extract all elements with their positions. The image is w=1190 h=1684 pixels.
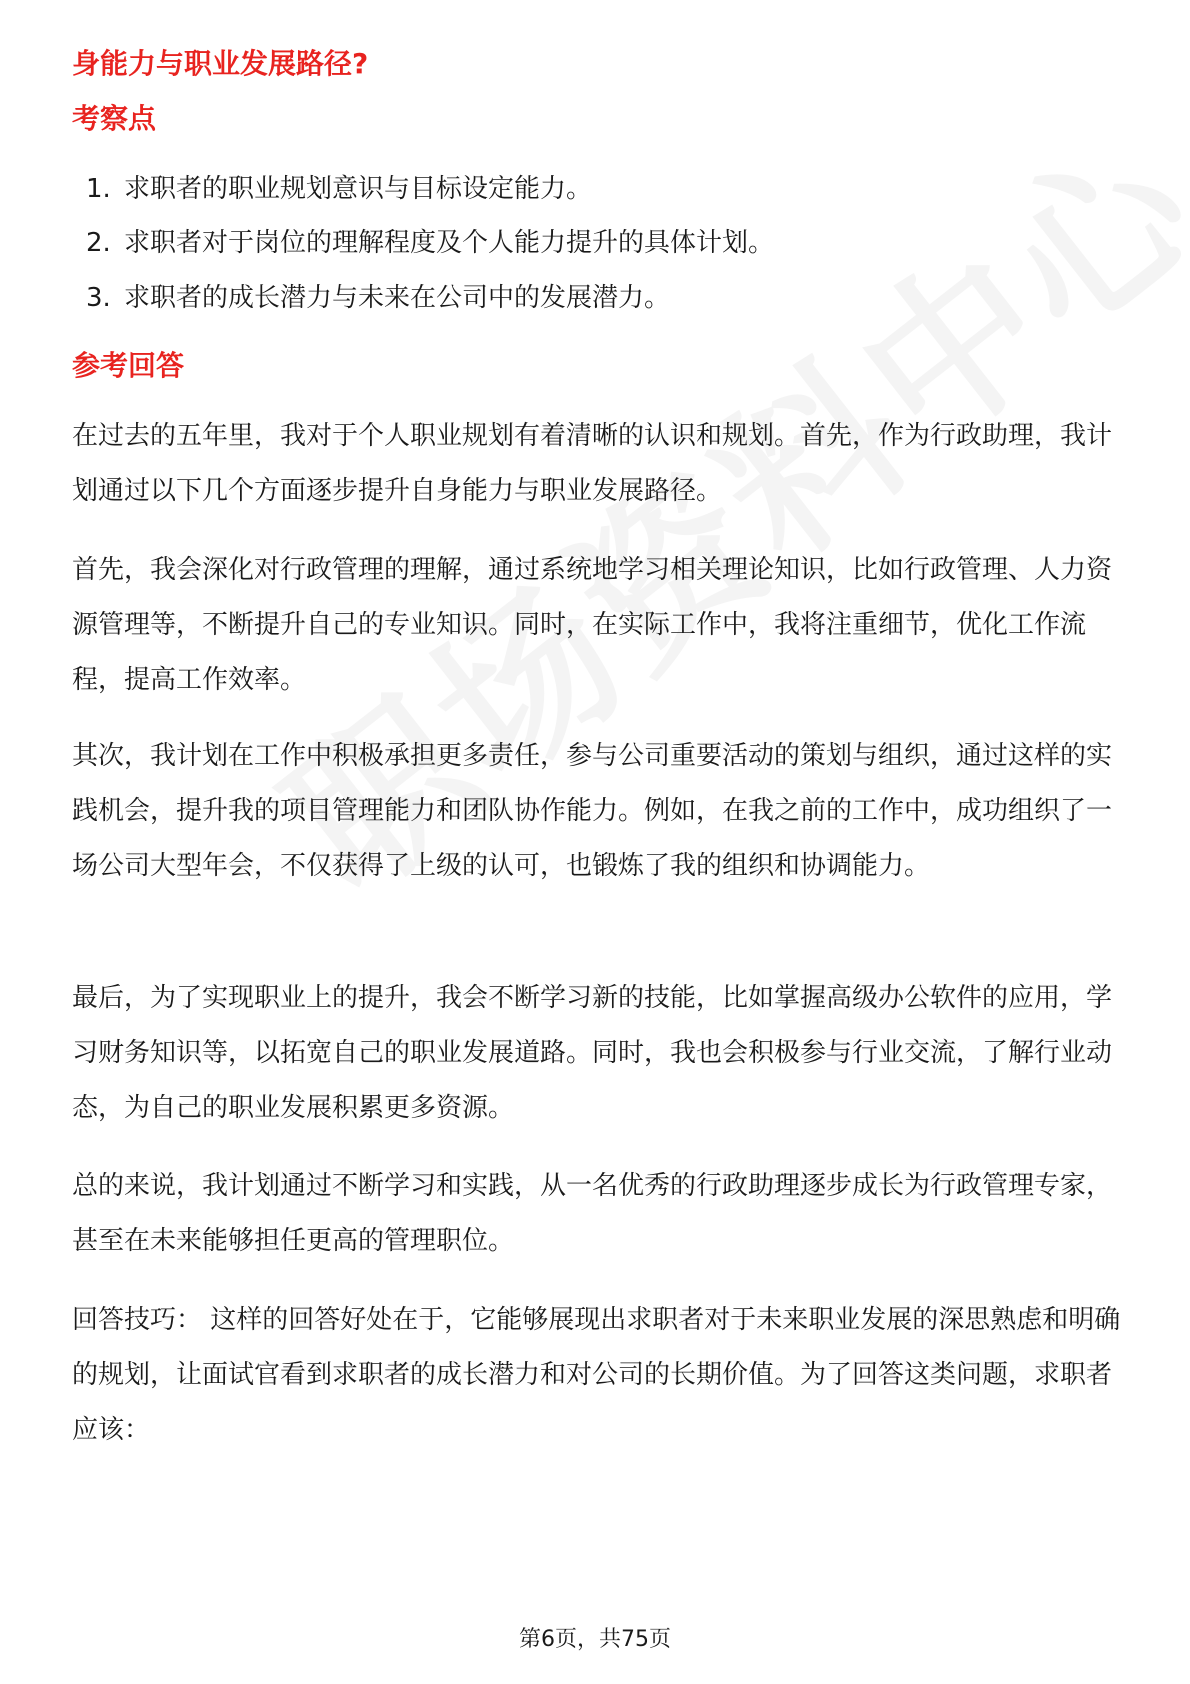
answer-paragraph: 总的来说，我计划通过不断学习和实践，从一名优秀的行政助理逐步成长为行政管理专家，甚至在未来能够担任更高的管理职位。 xyxy=(72,1171,1113,1256)
list-text: 求职者对于岗位的理解程度及个人能力提升的具体计划。 xyxy=(124,228,775,258)
answer-paragraph: 其次，我计划在工作中积极承担更多责任，参与公司重要活动的策划与组织，通过这样的实践机会，提升我的项目管理能力和团队协作能力。例如，在我之前的工作中，成功组织了一场公司大型年会，不仅获得了上级的认可，也锻炼了我的组织和协调能力。 xyxy=(72,741,1113,881)
list-number: 1. xyxy=(86,174,111,204)
document-page xyxy=(72,0,1122,1684)
list-text: 求职者的职业规划意识与目标设定能力。 xyxy=(124,174,593,204)
answer-paragraph: 最后，为了实现职业上的提升，我会不断学习新的技能，比如掌握高级办公软件的应用，学习财务知识等，以拓宽自己的职业发展道路。同时，我也会积极参与行业交流，了解行业动态，为自己的职业发展积累更多资源。 xyxy=(72,983,1113,1123)
answer-heading: 参考回答 xyxy=(72,349,185,382)
answer-paragraph: 首先，我会深化对行政管理的理解，通过系统地学习相关理论知识，比如行政管理、人力资源管理等，不断提升自己的专业知识。同时，在实际工作中，我将注重细节，优化工作流程，提高工作效率。 xyxy=(72,555,1113,695)
answer-paragraph: 在过去的五年里，我对于个人职业规划有着清晰的认识和规划。首先，作为行政助理，我计划通过以下几个方面逐步提升自身能力与职业发展路径。 xyxy=(72,421,1113,506)
focus-heading: 考察点 xyxy=(72,102,157,135)
list-text: 求职者的成长潜力与未来在公司中的发展潜力。 xyxy=(124,283,671,313)
page-number: 第6页，共75页 xyxy=(519,1627,671,1652)
list-number: 2. xyxy=(86,228,111,258)
question-title: 身能力与职业发展路径? xyxy=(72,47,369,80)
tips-paragraph: 回答技巧： 这样的回答好处在于，它能够展现出求职者对于未来职业发展的深思熟虑和明确的规划，让面试官看到求职者的成长潜力和对公司的长期价值。为了回答这类问题，求职者应该： xyxy=(72,1305,1121,1445)
list-item xyxy=(86,226,774,260)
list-item xyxy=(86,172,592,206)
list-number: 3. xyxy=(86,283,111,313)
list-item xyxy=(86,281,670,315)
